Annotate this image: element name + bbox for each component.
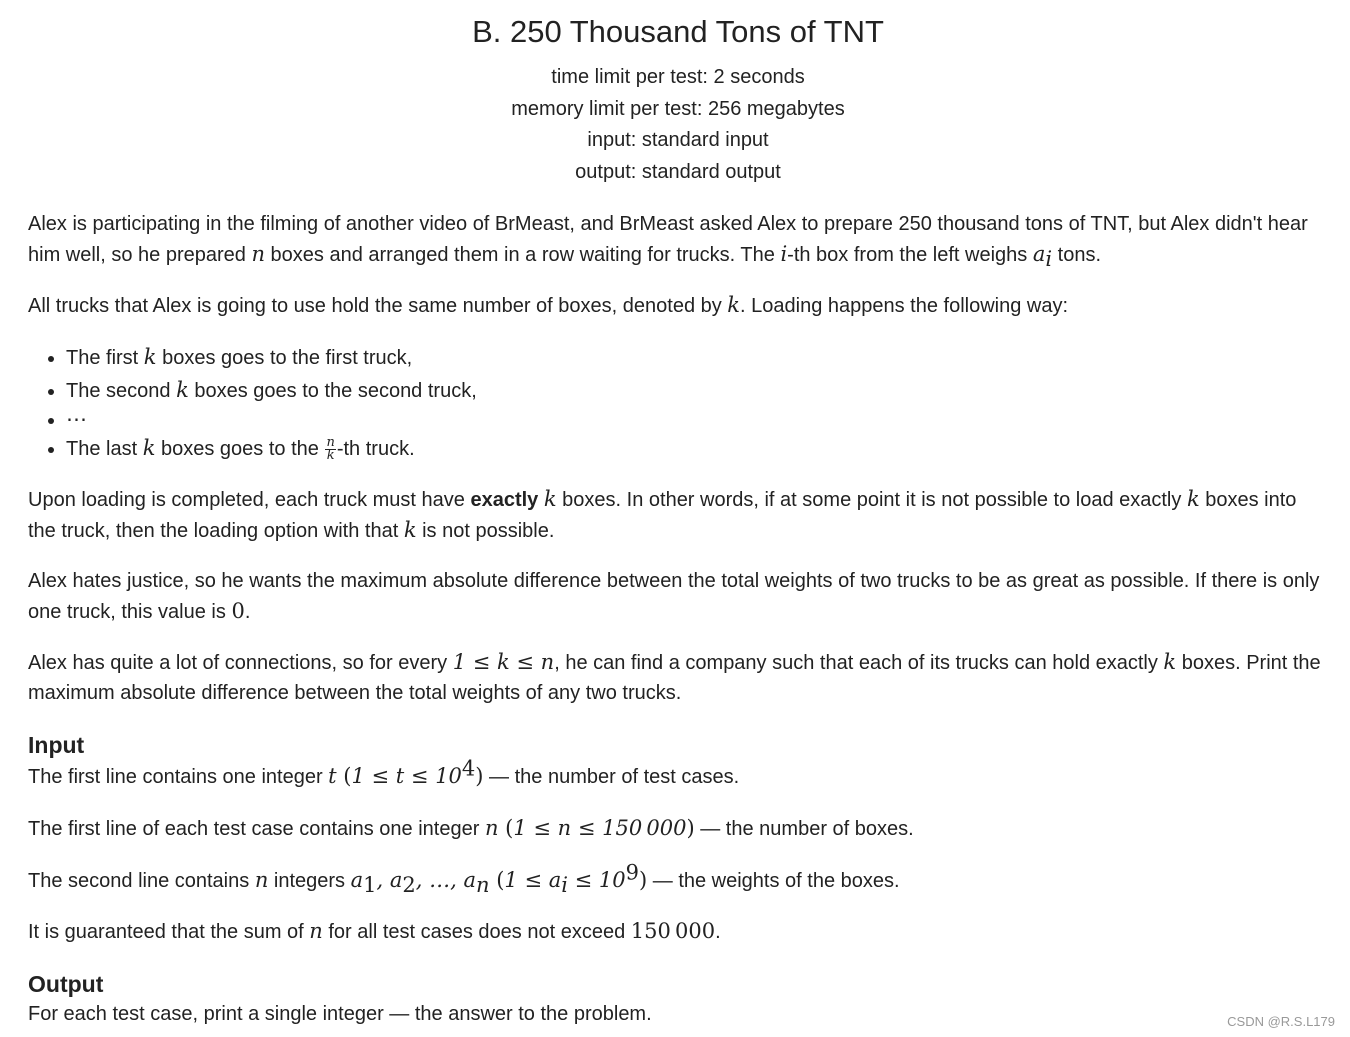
input-heading: Input <box>28 732 85 758</box>
list-item: • The last k boxes goes to the $\frac{n}{k}$ -th truck. <box>66 432 1328 465</box>
statement-paragraph-3: Upon loading is completed, each truck must have exactly k boxes. In other words, if at some point it is not possible to load exactly k boxes into the truck, then the loading option with that k is not possible. <box>28 487 1297 542</box>
input-line-4: It is guaranteed that the sum of n for all test cases does not exceed 150 000. <box>28 919 721 943</box>
input-file: input: standard input <box>587 129 769 151</box>
statement-paragraph-2: All trucks that Alex is going to use hold the same number of boxes, denoted by k. Loading happens the following way: <box>28 293 1069 317</box>
output-heading: Output <box>28 971 104 997</box>
list-item: • ⋯ <box>66 407 1328 432</box>
output-file: output: standard output <box>575 160 781 183</box>
output-line-1: For each test case, print a single integer — the answer to the problem. <box>28 1003 652 1025</box>
input-line-1: The first line contains one integer t $(1 \le t \le 10^4)$ — the number of test cases. <box>28 756 740 788</box>
statement-paragraph-5: Alex has quite a lot of connections, so for every 1 ≤ k ≤ n, he can find a company such that each of its trucks can hold exactly k boxes. Print the maximum absolute difference between the total weights of any two trucks. <box>28 650 1321 704</box>
loading-steps-list <box>28 341 1328 465</box>
statement-paragraph-1: Alex is participating in the filming of another video of BrMeast, and BrMeast asked Alex to prepare 250 thousand tons of TNT, but Alex didn't hear him well, so he prepared n boxes and arranged them in a row waiting for trucks. The i-th box from the left weighs $a_i$ tons. <box>28 213 1308 271</box>
list-item: • The second k boxes goes to the second truck, <box>66 374 1328 407</box>
memory-limit: memory limit per test: 256 megabytes <box>511 97 845 120</box>
input-line-2: The first line of each test case contains one integer n (1 ≤ n ≤ 150 000) — the number of boxes. <box>28 816 914 840</box>
fraction-n-over-k: $\frac{n}{k}$ <box>326 435 335 464</box>
input-line-3: The second line contains n integers $a_1$, $a_2$, …, $a_n$ $(1 \le a_i \le 10^9)$ — the weights of the boxes. <box>28 860 900 897</box>
list-item: • The first k boxes goes to the first truck, <box>66 341 1328 374</box>
statement-paragraph-4: Alex hates justice, so he wants the maximum absolute difference between the total weights of two trucks to be as great as possible. If there is only one truck, this value is 0. <box>28 570 1320 623</box>
problem-statement <box>28 0 1328 1029</box>
problem-limits <box>28 62 1328 188</box>
watermark: CSDN @R.S.L179 <box>1227 1014 1335 1029</box>
problem-title: B. 250 Thousand Tons of TNT <box>472 14 884 49</box>
time-limit: time limit per test: 2 seconds <box>551 66 805 88</box>
